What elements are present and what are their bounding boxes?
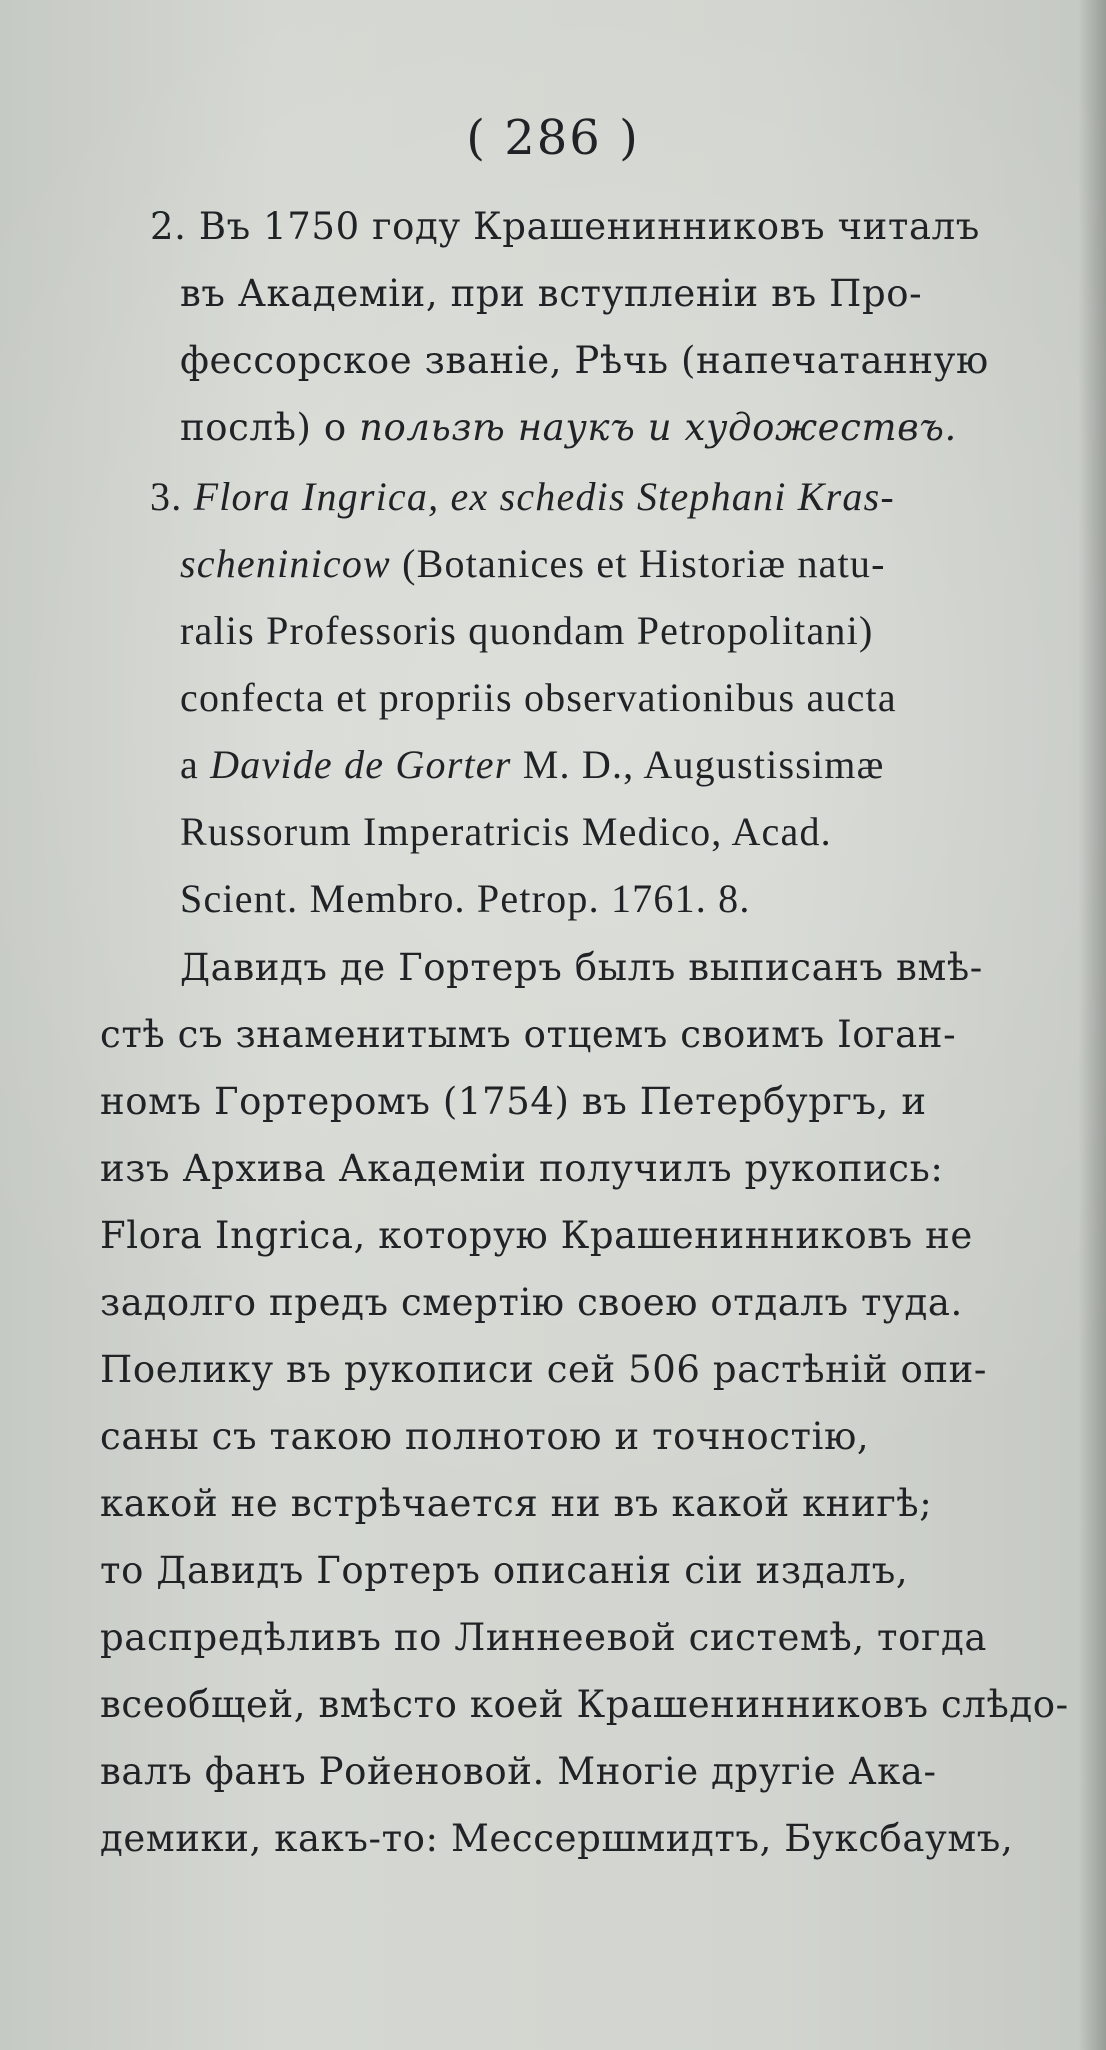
- text-line-2: въ Академіи, при вступленіи въ Про-: [180, 272, 923, 315]
- text-line-19: саны съ такою полнотою и точностію,: [100, 1415, 870, 1458]
- text-line-17: задолго предъ смертію своею отдалъ туда.: [100, 1281, 963, 1324]
- text-line-25: демики, какъ-то: Мессершмидтъ, Буксбаумъ,: [100, 1817, 1014, 1860]
- text-line-23: всеобщей, вмѣсто коей Крашенинниковъ слѣдо-: [100, 1683, 1069, 1726]
- text-line-22: распредѣливъ по Линнеевой системѣ, тогда: [100, 1616, 988, 1659]
- text-line-15: изъ Архива Академіи получилъ рукопись:: [100, 1147, 944, 1190]
- page-edge-shadow: [1078, 0, 1106, 2050]
- text-line-11: Scient. Membro. Petrop. 1761. 8.: [180, 876, 751, 921]
- text-line-10: Russorum Imperatricis Medico, Acad.: [180, 809, 832, 854]
- text-line-21: то Давидъ Гортеръ описанія сіи издалъ,: [100, 1549, 909, 1592]
- text-line-14: номъ Гортеромъ (1754) въ Петербургъ, и: [100, 1080, 927, 1123]
- text-line-5: 3. Flora Ingrica, ex schedis Stephani Kras-: [150, 474, 895, 519]
- page-number: ( 286 ): [466, 110, 640, 166]
- text-line-13: стѣ съ знаменитымъ отцемъ своимъ Іоган-: [100, 1013, 957, 1056]
- text-line-4: послѣ) о пользѣ наукъ и художествъ.: [180, 406, 957, 449]
- text-line-6: scheninicow (Botanices et Historiæ natu-: [180, 541, 886, 586]
- text-line-9: a Davide de Gorter M. D., Augustissimæ: [180, 742, 885, 787]
- text-line-1: 2. Въ 1750 году Крашенинниковъ читалъ: [150, 205, 980, 248]
- text-line-7: ralis Professoris quondam Petropolitani): [180, 608, 874, 653]
- text-line-12: Давидъ де Гортеръ былъ выписанъ вмѣ-: [180, 946, 983, 989]
- text-line-3: фессорское званіе, Рѣчь (напечатанную: [180, 339, 989, 382]
- text-line-8: confecta et propriis observationibus aucta: [180, 675, 897, 720]
- text-line-20: какой не встрѣчается ни въ какой книгѣ;: [100, 1482, 933, 1525]
- text-line-16: Flora Ingrica, которую Крашенинниковъ не: [100, 1214, 973, 1257]
- text-line-24: валъ фанъ Ройеновой. Многіе другіе Ака-: [100, 1750, 937, 1793]
- text-line-18: Поелику въ рукописи сей 506 растѣній опи-: [100, 1348, 987, 1391]
